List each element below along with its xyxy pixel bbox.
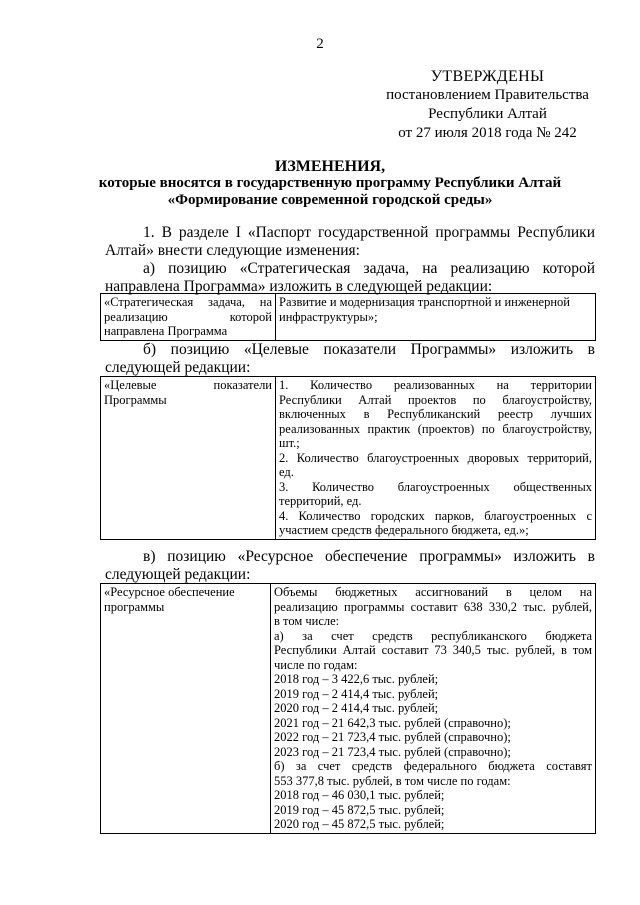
paragraph-1-line-2: Алтай» внести следующие изменения: <box>105 242 360 259</box>
table-b-right-line-10: 4. Количество городских парков, благоустроенных с <box>279 508 592 523</box>
table-v-left-line-2: программы <box>104 599 165 614</box>
table-a-left-line-2: реализацию которой <box>104 309 272 324</box>
table-a-right-line-1: Развитие и модернизация транспортной и инженерной <box>279 295 570 309</box>
table-target-indicators <box>100 376 596 540</box>
table-v-right-line-13: б) за счет средств федерального бюджета составят <box>274 759 592 773</box>
paragraph-b-line-1: б) позицию «Целевые показатели Программы» изложить в <box>143 341 595 358</box>
paragraph-a <box>105 260 595 296</box>
table-v-right-line-11: 2022 год – 21 723,4 тыс. рублей (справочно); <box>274 730 511 744</box>
table-resource-support <box>100 583 596 834</box>
paragraph-v-line-1: в) позицию «Ресурсное обеспечение программы» изложить в <box>143 548 595 565</box>
table-v-right-line-5: Республики Алтай составит 73 340,5 тыс. рублей, в том <box>274 643 592 657</box>
heading-title: ИЗМЕНЕНИЯ, <box>274 158 386 175</box>
approval-line-2: Республики Алтай <box>428 106 547 122</box>
paragraph-b-line-2: следующей редакции: <box>105 359 251 376</box>
table-v-right-line-4: а) за счет средств республиканского бюджета <box>274 628 592 643</box>
table-v-left-line-1: «Ресурсное обеспечение <box>104 585 235 599</box>
table-b-right-line-3: включенных в Республиканский реестр лучших <box>279 407 592 421</box>
table-v-right-line-12: 2023 год – 21 723,4 тыс. рублей (справочно); <box>274 744 511 759</box>
target-indicators-label-cell <box>101 377 276 540</box>
table-v-right-line-16: 2019 год – 45 872,5 тыс. рублей; <box>274 802 445 817</box>
document-heading <box>60 158 600 209</box>
paragraph-a-line-2: направлена Программа» изложить в следующей редакции: <box>105 278 493 295</box>
paragraph-v <box>105 548 595 584</box>
table-b-left-text: «Целевые показатели Программы <box>104 378 272 407</box>
table-v-right-line-15: 2018 год – 46 030,1 тыс. рублей; <box>274 788 445 802</box>
table-v-right-line-9: 2020 год – 2 414,4 тыс. рублей; <box>274 701 439 715</box>
paragraph-1 <box>105 224 595 260</box>
table-b-right-line-11: участием средств федерального бюджета, ед.»; <box>279 523 529 537</box>
page-number: 2 <box>316 36 324 52</box>
table-strategic-task <box>100 293 596 341</box>
table-b-right-line-1: 1. Количество реализованных на территории <box>279 378 592 392</box>
strategic-task-value-cell <box>276 294 596 341</box>
heading-line-1: которые вносятся в государственную программу Республики Алтай <box>98 175 562 191</box>
resource-support-label-cell <box>101 584 271 834</box>
table-v-right-line-6: числе по годам: <box>274 657 358 672</box>
target-indicators-value-cell <box>276 377 596 540</box>
table-v-right-line-3: в том числе: <box>274 614 340 628</box>
table-v-right-line-17: 2020 год – 45 872,5 тыс. рублей; <box>274 817 445 831</box>
table-v-right-line-2: реализацию программы составит 638 330,2 тыс. рублей, <box>274 599 592 614</box>
approval-stamp <box>380 67 595 143</box>
table-b-right-line-6: 2. Количество благоустроенных дворовых территорий, <box>279 450 592 465</box>
table-v-right-line-7: 2018 год – 3 422,6 тыс. рублей; <box>274 672 439 686</box>
table-a-left-line-1: «Стратегическая задача, на <box>104 295 272 309</box>
paragraph-v-line-2: следующей редакции: <box>105 566 251 583</box>
table-a-right-line-2: инфраструктуры»; <box>279 309 378 324</box>
approval-line-3: от 27 июля 2018 года № 242 <box>398 125 577 141</box>
table-b-right-line-4: реализованных практик (проектов) по благоустройству, <box>279 421 592 436</box>
approval-title: УТВЕРЖДЕНЫ <box>430 68 545 85</box>
table-b-right-line-8: 3. Количество благоустроенных общественных <box>279 479 592 494</box>
strategic-task-label-cell <box>101 294 276 341</box>
table-b-right-line-9: территорий, ед. <box>279 494 362 508</box>
table-b-right-line-7: ед. <box>279 465 294 479</box>
table-v-right-line-8: 2019 год – 2 414,4 тыс. рублей; <box>274 686 439 701</box>
paragraph-b <box>105 341 595 377</box>
table-v-right-line-14: 553 377,8 тыс. рублей, в том числе по годам: <box>274 773 511 788</box>
table-v-right-line-10: 2021 год – 21 642,3 тыс. рублей (справочно); <box>274 715 511 730</box>
approval-line-1: постановлением Правительства <box>386 87 589 103</box>
resource-support-value-cell <box>271 584 596 834</box>
heading-line-2: «Формирование современной городской среды» <box>167 192 493 208</box>
table-b-right-line-5: шт.; <box>279 436 300 450</box>
table-a-left-line-3: направлена Программа <box>104 324 228 338</box>
paragraph-1-line-1: 1. В разделе I «Паспорт государственной программы Республики <box>143 224 595 241</box>
paragraph-a-line-1: а) позицию «Стратегическая задача, на реализацию которой <box>143 260 595 277</box>
table-v-right-line-1: Объемы бюджетных ассигнований в целом на <box>274 585 592 599</box>
table-b-right-line-2: Республики Алтай проектов по благоустройству, <box>279 392 592 407</box>
